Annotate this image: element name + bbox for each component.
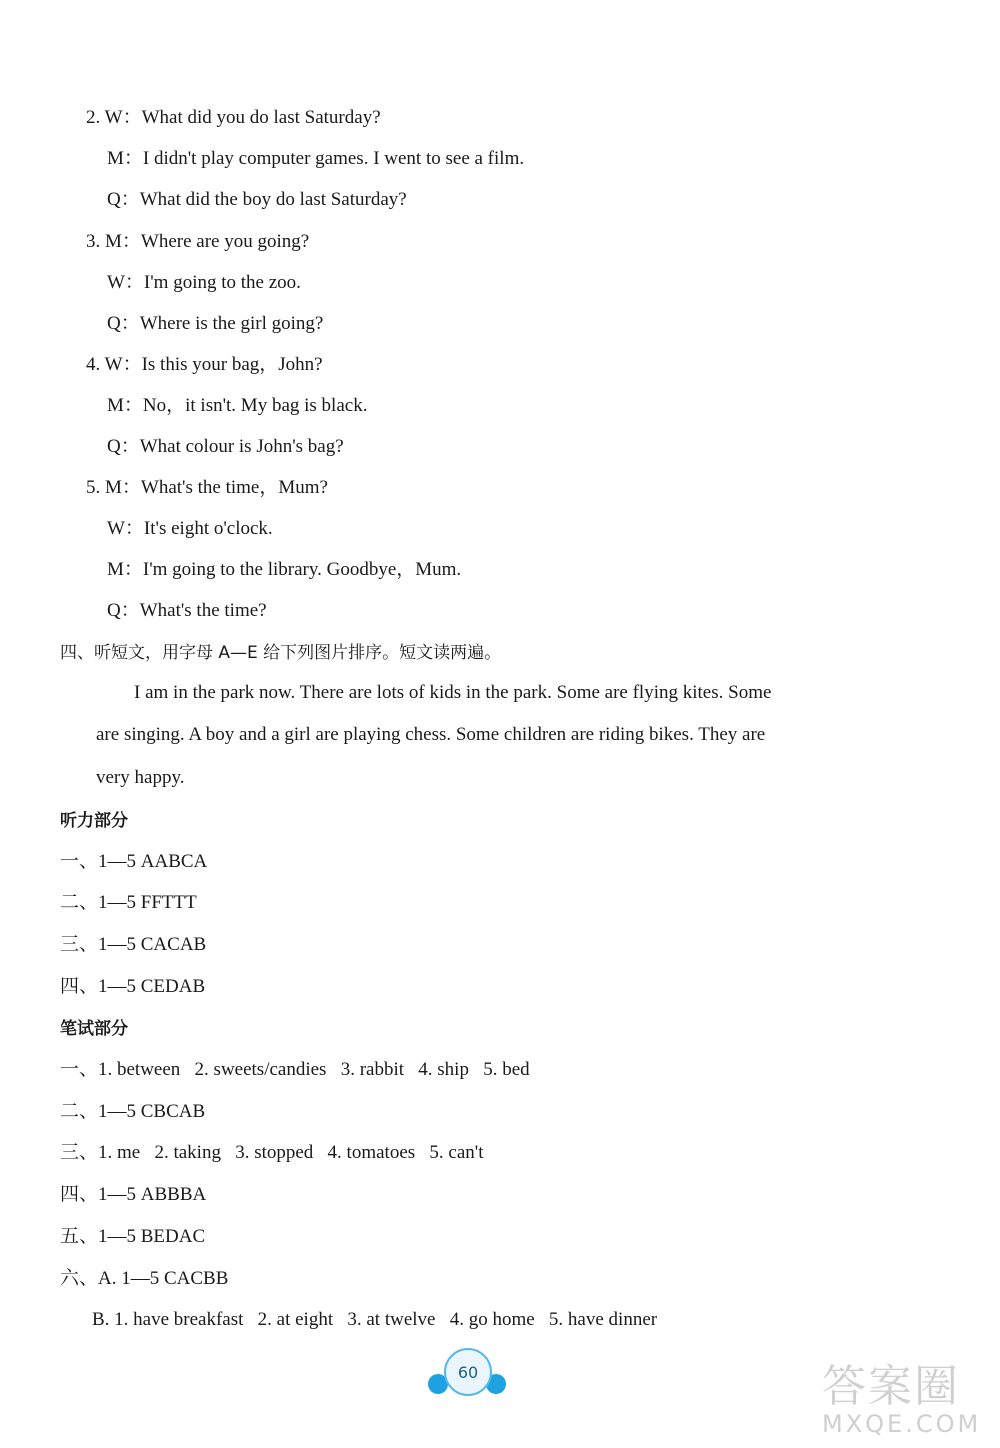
listening-answer-1: 一、1—5 AABCA [60,851,208,872]
watermark-cn: 答案圈 [822,1361,960,1412]
dialogue-3-line-1: 3. M：Where are you going? [86,231,310,252]
dialogue-2-line-3: Q：What did the boy do last Saturday? [107,189,407,210]
listening-answer-3: 三、1—5 CACAB [60,934,207,955]
dialogue-3-line-2: W：I'm going to the zoo. [107,272,301,293]
watermark-en: MXQE.COM [822,1410,982,1438]
dialogue-5-line-3: M：I'm going to the library. Goodbye，Mum. [107,559,462,580]
page-number: 60 [444,1348,492,1396]
dialogue-5-line-4: Q：What's the time? [107,600,267,621]
written-answer-5: 五、1—5 BEDAC [60,1226,206,1247]
written-answer-1: 一、1. between 2. sweets/candies 3. rabbit 4. ship 5. bed [60,1059,530,1080]
dialogue-5-line-2: W：It's eight o'clock. [107,518,273,539]
written-answer-3: 三、1. me 2. taking 3. stopped 4. tomatoes 5. can't [60,1142,484,1163]
passage-line-2: are singing. A boy and a girl are playing chess. Some children are riding bikes. They are [96,724,766,745]
dialogue-4-line-3: Q：What colour is John's bag? [107,436,344,457]
dialogue-4-line-1: 4. W：Is this your bag，John? [86,354,323,375]
passage-line-3: very happy. [96,767,185,788]
dialogue-2-line-2: M：I didn't play computer games. I went to see a film. [107,148,525,169]
dialogue-4-line-2: M：No，it isn't. My bag is black. [107,395,368,416]
dialogue-2-line-1: 2. W：What did you do last Saturday? [86,107,381,128]
watermark [822,1350,992,1440]
written-answer-4: 四、1—5 ABBBA [60,1184,207,1205]
dialogue-5-line-1: 5. M：What's the time，Mum? [86,477,328,498]
written-title: 笔试部分 [60,1019,128,1039]
section-4-heading: 四、听短文，用字母 A—E 给下列图片排序。短文读两遍。 [60,643,502,663]
page-number-badge [428,1346,508,1396]
written-answer-6b: B. 1. have breakfast 2. at eight 3. at twelve 4. go home 5. have dinner [92,1309,658,1330]
written-answer-2: 二、1—5 CBCAB [60,1101,206,1122]
listening-answer-4: 四、1—5 CEDAB [60,976,206,997]
written-answer-6a: 六、A. 1—5 CACBB [60,1268,229,1289]
listening-title: 听力部分 [60,811,128,831]
dialogue-3-line-3: Q：Where is the girl going? [107,313,324,334]
listening-answer-2: 二、1—5 FFTTT [60,892,197,913]
passage-line-1: I am in the park now. There are lots of kids in the park. Some are flying kites. Some [134,682,772,703]
